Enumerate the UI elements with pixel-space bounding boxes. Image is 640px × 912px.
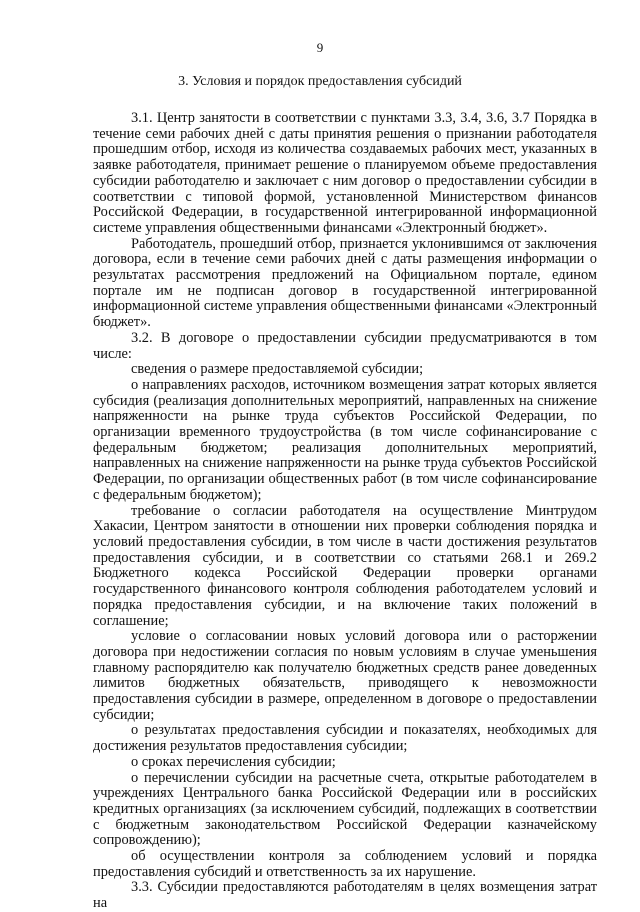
paragraph-3-3: 3.3. Субсидии предоставляются работодателям в целях возмещения затрат на <box>93 879 597 912</box>
paragraph-results: о результатах предоставления субсидии и показателях, необходимых для достижения результатов предоставления субсидии; <box>93 722 597 755</box>
paragraph-3-1: 3.1. Центр занятости в соответствии с пунктами 3.3, 3.4, 3.6, 3.7 Порядка в течение семи рабочих дней с даты принятия решения о признании работодателя прошедшим отбор, исходя из количества создаваемых рабочих мест, указанных в заявке работодателя, принимает решение о планируемом объеме предоставления субсидии работодателю и заключает с ним договор о предоставлении субсидии в соответствии с типовой формой, установленной Министерством финансов Российской Федерации, в государственной интегрированной информационной системе управления общественными финансами «Электронный бюджет». <box>93 110 597 236</box>
document-body <box>93 111 597 912</box>
section-heading: 3. Условия и порядок предоставления субсидий <box>178 74 462 89</box>
paragraph-subsidy-size: сведения о размере предоставляемой субсидии; <box>131 361 424 378</box>
page-number: 9 <box>316 40 324 55</box>
paragraph-3-2: 3.2. В договоре о предоставлении субсидии предусматриваются в том числе: <box>93 329 597 362</box>
paragraph-transfer-terms: о сроках перечисления субсидии; <box>131 753 336 770</box>
paragraph-expense-directions: о направлениях расходов, источником возмещения затрат которых является субсидия (реализация дополнительных мероприятий, направленных на снижение напряженности на рынке труда субъектов Российской Федерации, по организации временного трудоустройства (в том числе софинансирование с федеральным бюджетом; реализация дополнительных мероприятий, направленных на снижение напряженности на рынке труда субъектов Российской Федерации, по организации общественных работ (в том числе софинансирование с федеральным бюджетом); <box>93 376 597 503</box>
paragraph-transfer-accounts: о перечислении субсидии на расчетные счета, открытые работодателем в учреждениях Центрального банка Российской Федерации или в российских кредитных организациях (за исключением субсидий, подлежащих в соответствии с бюджетным законодательством Российской Федерации казначейскому сопровождению); <box>93 769 597 849</box>
paragraph-new-conditions: условие о согласовании новых условий договора или о расторжении договора при недостижении согласия по новым условиям в случае уменьшения главному распорядителю как получателю бюджетных средств ранее доведенных лимитов бюджетных обязательств, приводящего к невозможности предоставления субсидии в размере, определенном в договоре о предоставлении субсидии; <box>93 628 597 723</box>
paragraph-consent-requirement: требование о согласии работодателя на осуществление Минтрудом Хакасии, Центром занятости в отношении них проверки соблюдения порядка и условий предоставления субсидии, в том числе в части достижения результатов предоставления субсидии, и в соответствии со статьями 268.1 и 269.2 Бюджетного кодекса Российской Федерации проверки органами государственного финансового контроля соблюдения работодателем условий и порядка предоставления субсидии, и на включение таких положений в соглашение; <box>93 502 597 629</box>
paragraph-evasion: Работодатель, прошедший отбор, признается уклонившимся от заключения договора, если в течение семи рабочих дней с даты размещения информации о результатах рассмотрения предложений на Официальном портале, едином портале им не подписан договор в государственной интегрированной информационной системе управления общественными финансами «Электронный бюджет». <box>93 235 597 331</box>
paragraph-control: об осуществлении контроля за соблюдением условий и порядка предоставления субсидий и ответственность за их нарушение. <box>93 848 597 880</box>
